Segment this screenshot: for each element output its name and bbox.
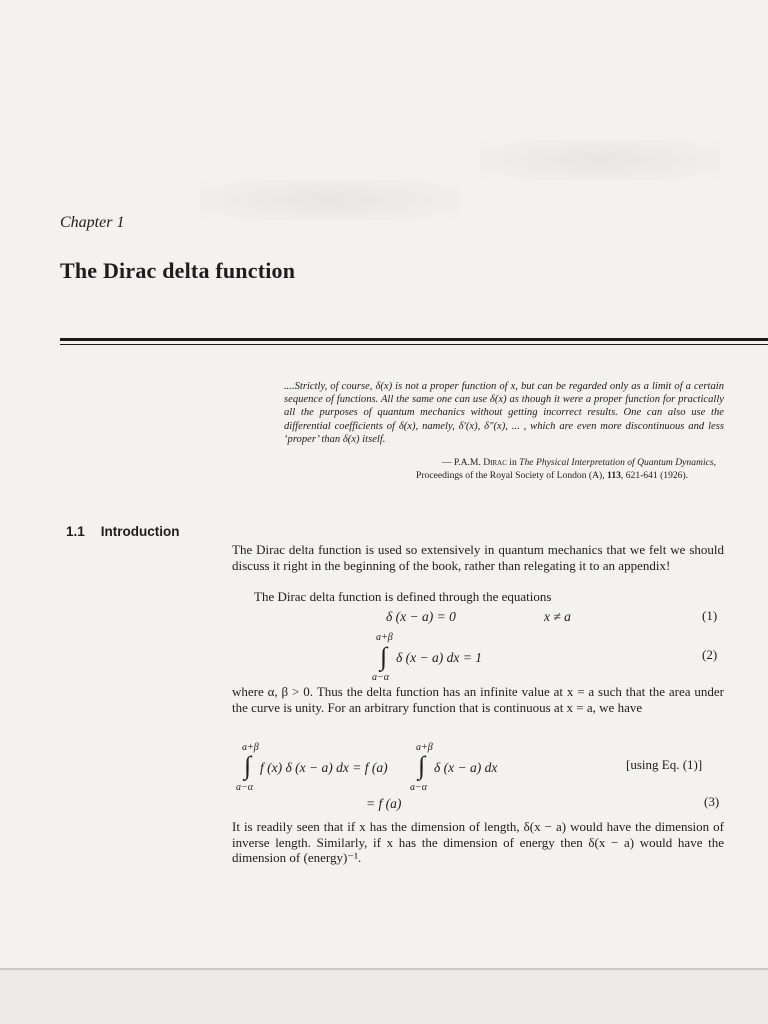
title-rule-thick (60, 338, 768, 341)
title-rule-thin (60, 344, 768, 345)
attribution-journal: Proceedings of the Royal Society of London (A), (416, 469, 608, 481)
equation-2-lower-limit: a−α (372, 672, 389, 683)
epigraph-quote: ....Strictly, of course, δ(x) is not a proper function of x, but can be regarded only as a limit of a certain sequence of functions. All the same one can use δ(x) as though it were a proper function for practically all the purposes of quantum mechanics without getting incorrect results. One can also use the differential coefficients of δ(x), namely, δ′(x), δ″(x), ... , which are even more discontinuous and less ‘proper’ than δ(x) itself. (284, 381, 724, 445)
attribution-dash: — P.A.M. (441, 457, 484, 468)
page-margin-bottom (0, 970, 768, 1024)
integral-sign: ∫ (380, 642, 388, 671)
delta-property-paragraph: where α, β > 0. Thus the delta function has an infinite value at x = a such that the area under the curve is unity. For an arbitrary function that is continuous at x = a, we have (232, 684, 724, 715)
scan-bleed-through (200, 180, 460, 220)
dimension-paragraph: It is readily seen that if x has the dimension of length, δ(x − a) would have the dimension of inverse length. Similarly, if x has the dimension of energy then δ(x − a) would have the dimension of (energy)⁻¹. (232, 819, 724, 865)
section-number: 1.1 (66, 524, 85, 539)
equation-3-body-2: δ (x − a) dx (434, 760, 498, 775)
equation-3-upper-limit-2: a+β (416, 742, 433, 753)
attribution-volume: 113 (607, 469, 621, 481)
equation-3-lower-limit-1: a−α (236, 782, 253, 793)
equation-3-number: (3) (704, 794, 720, 809)
section-heading (66, 524, 180, 539)
attribution-in: in (506, 457, 520, 468)
integral-sign: ∫ (418, 751, 426, 780)
chapter-label: Chapter 1 (60, 214, 125, 231)
equation-1-condition: x ≠ a (544, 609, 571, 624)
attribution-work: The Physical Interpretation of Quantum Dynamics, (519, 457, 716, 468)
section-title: Introduction (100, 524, 180, 539)
attribution-pages: , 621-641 (1926). (620, 469, 689, 481)
equation-2-upper-limit: a+β (376, 632, 393, 643)
equation-2-number: (2) (702, 647, 718, 662)
chapter-title: The Dirac delta function (60, 258, 296, 283)
intro-paragraph: The Dirac delta function is used so extensively in quantum mechanics that we felt we should discuss it right in the beginning of the book, rather than relegating it to an appendix! (232, 542, 724, 573)
equation-3-line-2: = f (a) (366, 796, 402, 811)
scan-bleed-through (480, 140, 720, 180)
equation-3-body-1: f (x) δ (x − a) dx = f (a) (260, 760, 388, 775)
definition-lead-in: The Dirac delta function is defined through the equations (254, 589, 552, 604)
equation-1-lhs: δ (x − a) = 0 (386, 609, 456, 624)
equation-1-number: (1) (702, 608, 718, 623)
equation-3-upper-limit-1: a+β (242, 742, 259, 753)
equation-3-lower-limit-2: a−α (410, 782, 427, 793)
attribution-author: Dirac (483, 457, 507, 468)
integral-sign: ∫ (244, 751, 252, 780)
equation-3-note: [using Eq. (1)] (626, 757, 703, 772)
equation-2-body: δ (x − a) dx = 1 (396, 650, 482, 665)
epigraph-attribution (404, 457, 734, 482)
